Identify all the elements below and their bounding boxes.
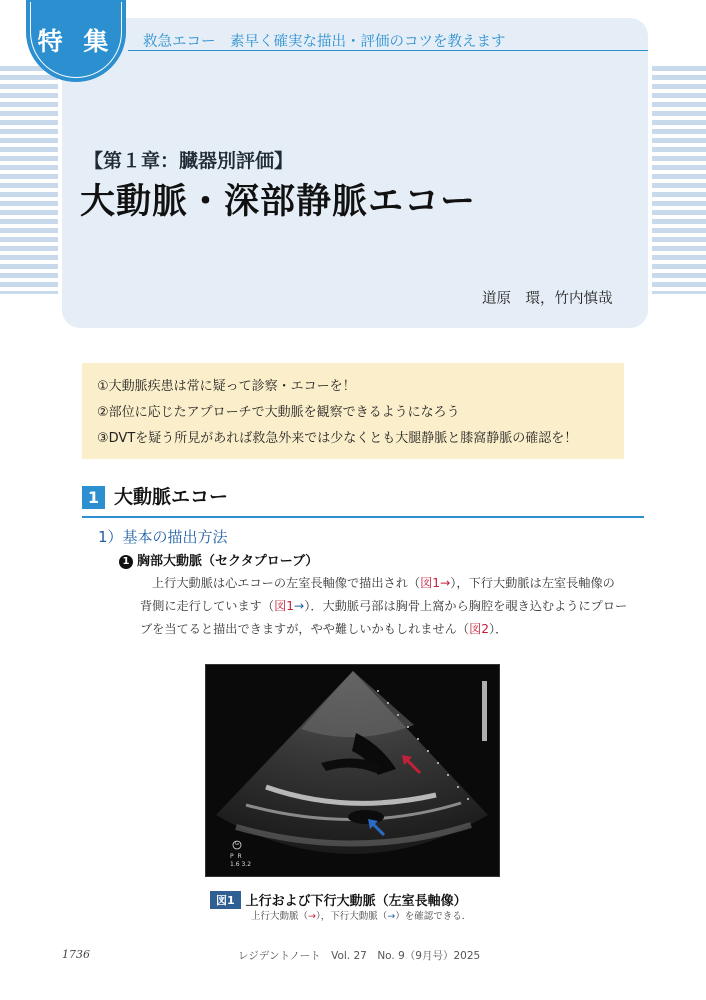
feature-title: 救急エコー 素早く確実な描出・評価のコツを教えます: [143, 34, 506, 50]
ultrasound-graphic: [206, 665, 500, 877]
journal-footer: レジデントノート Vol. 27 No. 9（9月号）2025: [238, 950, 481, 962]
figure-badge: 図1: [210, 891, 241, 909]
header-panel: [62, 18, 648, 328]
ultrasound-depth: 3.2: [241, 861, 252, 868]
figure-note-segment: 上行大動脈（: [251, 911, 309, 922]
body-line: [140, 595, 646, 618]
body-text-segment: 上行大動脈は心エコーの左室長軸像で描出され（: [152, 576, 421, 590]
figure-ref-label: 図1: [420, 576, 441, 590]
ultrasound-image: [205, 664, 500, 877]
chapter-label: 【第１章：臓器別評価】: [84, 150, 294, 172]
body-text-segment: ）．: [489, 622, 508, 636]
key-point: ①大動脈疾患は常に疑って診察・エコーを！: [97, 379, 356, 394]
decorative-stripes-left: [0, 66, 58, 294]
figure-caption: [210, 890, 467, 909]
ultrasound-pr-labels: [230, 853, 270, 860]
page-title: 大動脈・深部静脈エコー: [80, 182, 477, 222]
ultrasound-values: [230, 861, 270, 868]
body-text-segment: ブを当てると描出できますが，やや難しいかもしれません（: [140, 622, 470, 636]
body-paragraph: [140, 572, 646, 641]
key-points-box: [82, 363, 624, 459]
circled-number: 1: [119, 555, 133, 569]
authors: 道原 環，竹内慎哉: [482, 291, 613, 307]
page-number: 1736: [62, 948, 90, 961]
subsubsection-label: 胸部大動脈（セクタプローブ）: [137, 554, 319, 569]
figure-ref-label: 図1: [274, 599, 295, 613]
figure-caption-title: 上行および下行大動脈（左室長軸像）: [245, 894, 467, 909]
ultrasound-p-label: P: [230, 853, 234, 860]
ultrasound-freq: 1.6: [230, 861, 240, 868]
feature-badge: 特 集: [26, 0, 126, 82]
figure-note-segment: ）を確認できる．: [395, 911, 472, 922]
body-text-segment: 背側に走行しています（: [140, 599, 275, 613]
subsection-title: 1）基本の描出方法: [98, 528, 228, 546]
blue-arrow-icon: →: [387, 911, 396, 922]
body-line: [140, 618, 646, 641]
key-point: ③DVTを疑う所見があれば救急外来では少なくとも大腿静脈と膝窩静脈の確認を！: [97, 431, 578, 446]
figure-reference-link[interactable]: [274, 599, 304, 613]
figure-reference-link[interactable]: [420, 576, 450, 590]
figure-note: [251, 908, 471, 922]
section-title: 大動脈エコー: [114, 486, 229, 508]
subsubsection-title: [119, 550, 318, 569]
body-text-segment: ）．大動脈弓部は胸骨上窩から胸腔を覗き込むようにプロー: [304, 599, 628, 613]
blue-arrow-icon: →: [294, 599, 305, 613]
key-point: ②部位に応じたアプローチで大動脈を観察できるようになろう: [97, 405, 460, 420]
ultrasound-r-label: R: [237, 853, 242, 860]
body-line: [140, 572, 646, 595]
section-number: 1: [82, 486, 105, 509]
section-rule: [82, 516, 644, 518]
figure-note-segment: ），下行大動脈（: [315, 911, 388, 922]
ultrasound-g-label: G: [235, 841, 239, 847]
red-arrow-icon: →: [440, 576, 451, 590]
figure-reference-link[interactable]: 図2: [469, 622, 490, 636]
red-arrow-icon: →: [308, 911, 316, 922]
body-text-segment: ），下行大動脈は左室長軸像の: [450, 576, 615, 590]
decorative-stripes-right: [652, 66, 706, 294]
